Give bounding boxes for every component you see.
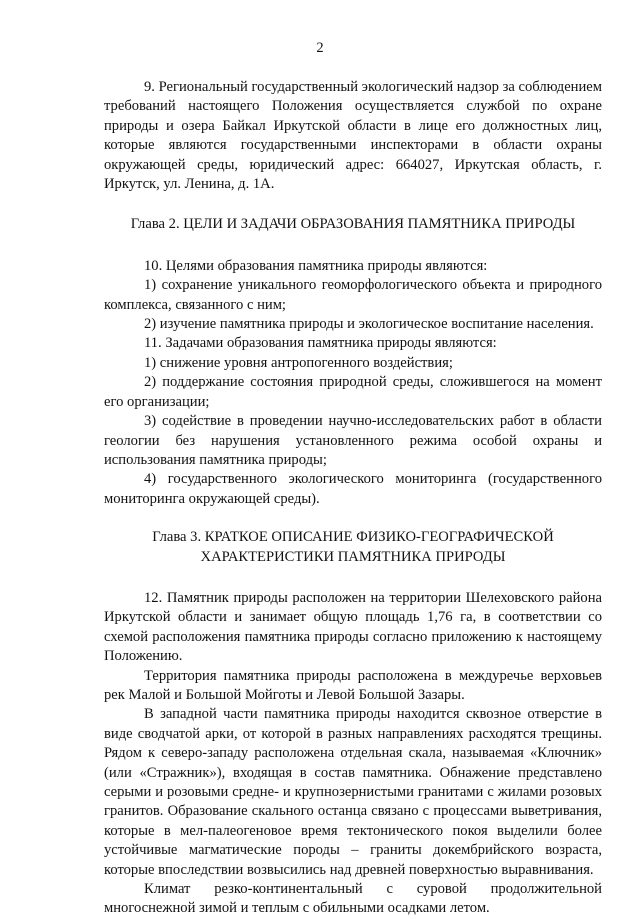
paragraph-11: 11. Задачами образования памятника природы являются: [144,335,497,352]
paragraph-9: 9. Региональный государственный экологический надзор за соблюдением требований настоящего Положения осуществляется службой по охране природы и озера Байкал Иркутской области в лице его должностных лиц, которые являются государственными инспекторами в области охраны окружающей среды, юридический адрес: 664027, Иркутская область, г. Иркутск, ул. Ленина, д. 1А. [104,79,603,193]
paragraph: Климат резко-континентальный с суровой продолжительной многоснежной зимой и теплым с обильными осадками летом. [104,881,602,917]
paragraph-12: 12. Памятник природы расположен на территории Шелеховского района Иркутской области и занимает общую площадь 1,76 га, в соответствии со схемой расположения памятника природы согласно приложению к настоящему Положению. [104,589,602,665]
list-item: 1) снижение уровня антропогенного воздействия; [144,354,453,371]
document-body [104,78,602,919]
chapter-2-title: Глава 2. ЦЕЛИ И ЗАДАЧИ ОБРАЗОВАНИЯ ПАМЯТНИКА ПРИРОДЫ [130,216,576,233]
list-item: 3) содействие в проведении научно-исследовательских работ в области геологии без нарушения установленного режима особой охраны и использования памятника природы; [104,413,602,468]
paragraph-10: 10. Целями образования памятника природы являются: [144,257,488,274]
page-number: 2 [316,40,324,56]
list-item: 2) поддержание состояния природной среды, сложившегося на момент его организации; [104,374,602,410]
chapter-3-title-line-1: Глава 3. КРАТКОЕ ОПИСАНИЕ ФИЗИКО-ГЕОГРАФИЧЕСКОЙ [152,529,554,546]
list-item: 2) изучение памятника природы и экологическое воспитание населения. [144,316,594,333]
list-item: 1) сохранение уникального геоморфологического объекта и природного комплекса, связанного с ним; [104,277,602,313]
list-item: 4) государственного экологического мониторинга (государственного мониторинга окружающей среды). [104,471,602,507]
paragraph: Территория памятника природы расположена в междуречье верховьев рек Малой и Большой Мойготы и Левой Большой Зазары. [104,667,602,703]
chapter-3-title-line-2: ХАРАКТЕРИСТИКИ ПАМЯТНИКА ПРИРОДЫ [200,548,506,565]
paragraph: В западной части памятника природы находится сквозное отверстие в виде сводчатой арки, от которой в разных направлениях расходятся трещины. Рядом к северо-западу расположена отдельная скала, называемая «Ключник» (или «Стражник»), входящая в состав памятника. Обнажение представлено серыми и розовыми средне- и крупнозернистыми гранитами с жилами розовых гранитов. Образование скального останца связано с процессами выветривания, которые в мел-палеогеновое время тектонического покоя выделили более устойчивые магматические породы – граниты докембрийского возраста, которые впоследствии возвысились над древней поверхностью выравнивания. [104,706,602,878]
